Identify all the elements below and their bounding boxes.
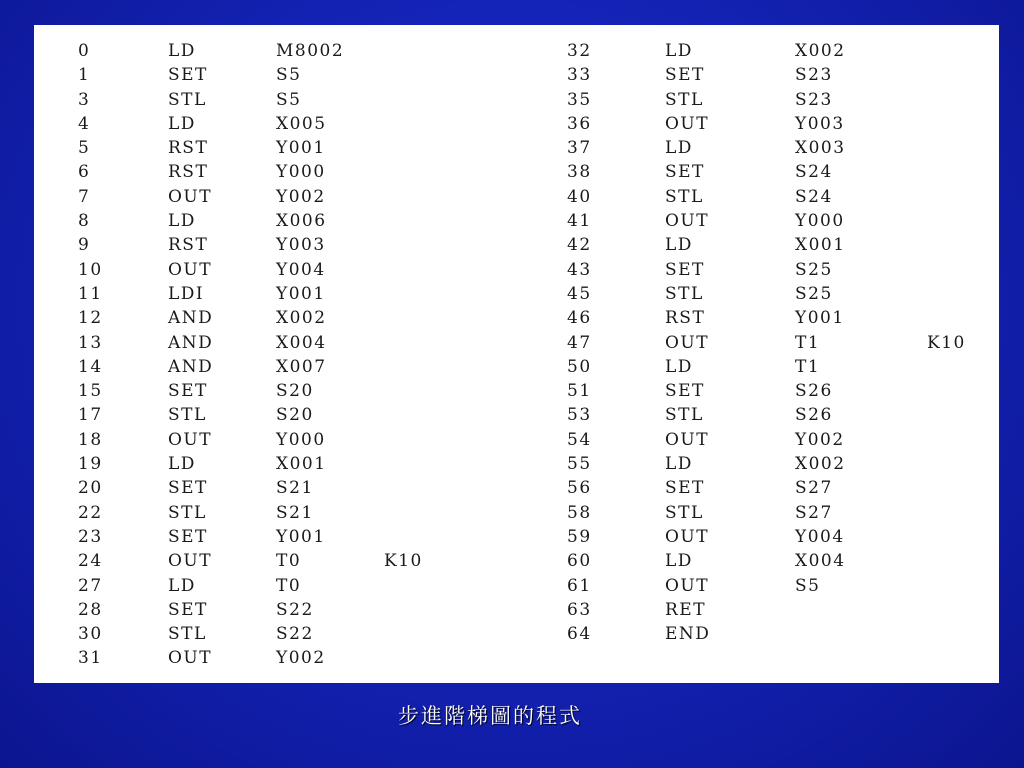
instruction-operand: T1 — [795, 356, 821, 377]
instruction-operand: S27 — [795, 502, 833, 523]
instruction-mnemonic: LD — [168, 211, 196, 232]
instruction-mnemonic: RST — [168, 235, 209, 256]
instruction-mnemonic: OUT — [168, 429, 213, 450]
instruction-operand: S23 — [795, 65, 833, 86]
step-number: 14 — [78, 356, 103, 377]
instruction-operand: T0 — [276, 575, 302, 596]
step-number: 4 — [78, 113, 91, 134]
instruction-mnemonic: STL — [665, 283, 704, 304]
step-number: 30 — [78, 624, 103, 645]
instruction-operand: T1 — [795, 332, 821, 353]
instruction-mnemonic: STL — [168, 624, 207, 645]
instruction-mnemonic: STL — [665, 89, 704, 110]
instruction-operand: Y000 — [795, 211, 845, 232]
instruction-mnemonic: STL — [665, 405, 704, 426]
instruction-mnemonic: STL — [665, 502, 704, 523]
instruction-operand: S26 — [795, 381, 833, 402]
step-number: 43 — [567, 259, 592, 280]
instruction-operand: T0 — [276, 551, 302, 572]
instruction-mnemonic: SET — [665, 162, 705, 183]
instruction-operand: X003 — [795, 138, 846, 159]
instruction-operand: Y001 — [276, 526, 326, 547]
instruction-mnemonic: LD — [665, 454, 693, 475]
instruction-operand: Y003 — [795, 113, 845, 134]
step-number: 60 — [567, 551, 592, 572]
instruction-mnemonic: AND — [168, 332, 214, 353]
instruction-operand: Y000 — [276, 429, 326, 450]
step-number: 64 — [567, 624, 592, 645]
step-number: 18 — [78, 429, 103, 450]
instruction-operand: X002 — [795, 454, 846, 475]
instruction-mnemonic: LD — [665, 551, 693, 572]
instruction-operand: Y002 — [795, 429, 845, 450]
instruction-operand: S5 — [276, 65, 302, 86]
instruction-mnemonic: STL — [665, 186, 704, 207]
instruction-mnemonic: OUT — [168, 259, 213, 280]
instruction-mnemonic: LD — [665, 41, 693, 61]
instruction-mnemonic: SET — [168, 65, 208, 86]
instruction-mnemonic: LD — [168, 575, 196, 596]
instruction-operand: S22 — [276, 599, 314, 620]
step-number: 7 — [78, 186, 91, 207]
instruction-operand: S25 — [795, 283, 833, 304]
instruction-operand: S24 — [795, 162, 833, 183]
instruction-mnemonic: SET — [665, 65, 705, 86]
step-number: 37 — [567, 138, 592, 159]
instruction-operand: Y004 — [795, 526, 845, 547]
slide-caption: 步進階梯圖的程式 — [398, 704, 582, 728]
instruction-constant: K10 — [384, 551, 423, 572]
step-number: 47 — [567, 332, 592, 353]
instruction-mnemonic: OUT — [665, 575, 710, 596]
step-number: 32 — [567, 41, 592, 61]
step-number: 53 — [567, 405, 592, 426]
step-number: 40 — [567, 186, 592, 207]
instruction-mnemonic: OUT — [665, 429, 710, 450]
instruction-operand: S5 — [276, 89, 302, 110]
step-number: 5 — [78, 138, 91, 159]
instruction-operand: X005 — [276, 113, 327, 134]
step-number: 36 — [567, 113, 592, 134]
instruction-operand: X006 — [276, 211, 327, 232]
step-number: 15 — [78, 381, 103, 402]
instruction-operand: Y001 — [795, 308, 845, 329]
instruction-operand: S22 — [276, 624, 314, 645]
step-number: 31 — [78, 648, 103, 669]
instruction-mnemonic: OUT — [168, 648, 213, 669]
instruction-operand: Y001 — [276, 283, 326, 304]
step-number: 46 — [567, 308, 592, 329]
step-number: 19 — [78, 454, 103, 475]
step-number: 0 — [78, 41, 91, 61]
instruction-operand: Y004 — [276, 259, 326, 280]
step-number: 28 — [78, 599, 103, 620]
program-listing-panel — [34, 25, 999, 683]
step-number: 8 — [78, 211, 91, 232]
instruction-operand: S23 — [795, 89, 833, 110]
instruction-operand: X002 — [795, 41, 846, 61]
instruction-operand: X001 — [795, 235, 846, 256]
instruction-operand: X002 — [276, 308, 327, 329]
instruction-mnemonic: SET — [665, 381, 705, 402]
instruction-mnemonic: OUT — [168, 186, 213, 207]
step-number: 17 — [78, 405, 103, 426]
step-number: 59 — [567, 526, 592, 547]
instruction-operand: S20 — [276, 405, 314, 426]
instruction-operand: S26 — [795, 405, 833, 426]
instruction-operand: Y002 — [276, 186, 326, 207]
instruction-operand: X007 — [276, 356, 327, 377]
step-number: 61 — [567, 575, 592, 596]
instruction-mnemonic: RST — [168, 162, 209, 183]
instruction-mnemonic: SET — [168, 599, 208, 620]
instruction-operand: Y002 — [276, 648, 326, 669]
instruction-operand: S21 — [276, 502, 314, 523]
step-number: 33 — [567, 65, 592, 86]
step-number: 27 — [78, 575, 103, 596]
step-number: 51 — [567, 381, 592, 402]
instruction-mnemonic: LD — [168, 454, 196, 475]
step-number: 41 — [567, 211, 592, 232]
instruction-operand: Y000 — [276, 162, 326, 183]
instruction-mnemonic: AND — [168, 308, 214, 329]
instruction-operand: S5 — [795, 575, 821, 596]
step-number: 6 — [78, 162, 91, 183]
step-number: 45 — [567, 283, 592, 304]
step-number: 10 — [78, 259, 103, 280]
instruction-mnemonic: STL — [168, 405, 207, 426]
step-number: 55 — [567, 454, 592, 475]
step-number: 63 — [567, 599, 592, 620]
instruction-operand: X004 — [795, 551, 846, 572]
instruction-operand: X001 — [276, 454, 327, 475]
instruction-mnemonic: LD — [665, 235, 693, 256]
step-number: 42 — [567, 235, 592, 256]
instruction-operand: S27 — [795, 478, 833, 499]
instruction-mnemonic: STL — [168, 502, 207, 523]
step-number: 11 — [78, 283, 103, 304]
instruction-operand: Y003 — [276, 235, 326, 256]
instruction-mnemonic: SET — [168, 381, 208, 402]
instruction-operand: S25 — [795, 259, 833, 280]
instruction-mnemonic: RET — [665, 599, 707, 620]
instruction-operand: S20 — [276, 381, 314, 402]
instruction-mnemonic: OUT — [665, 526, 710, 547]
instruction-operand: X004 — [276, 332, 327, 353]
step-number: 1 — [78, 65, 91, 86]
instruction-operand: Y001 — [276, 138, 326, 159]
step-number: 56 — [567, 478, 592, 499]
instruction-mnemonic: SET — [168, 478, 208, 499]
step-number: 23 — [78, 526, 103, 547]
instruction-mnemonic: OUT — [665, 113, 710, 134]
step-number: 9 — [78, 235, 91, 256]
instruction-mnemonic: RST — [168, 138, 209, 159]
instruction-mnemonic: LD — [665, 138, 693, 159]
instruction-mnemonic: LD — [665, 356, 693, 377]
step-number: 13 — [78, 332, 103, 353]
instruction-mnemonic: SET — [665, 259, 705, 280]
step-number: 38 — [567, 162, 592, 183]
instruction-mnemonic: OUT — [665, 332, 710, 353]
instruction-mnemonic: OUT — [168, 551, 213, 572]
step-number: 3 — [78, 89, 91, 110]
step-number: 22 — [78, 502, 103, 523]
instruction-mnemonic: LDI — [168, 283, 205, 304]
instruction-operand: S21 — [276, 478, 314, 499]
step-number: 20 — [78, 478, 103, 499]
step-number: 54 — [567, 429, 592, 450]
instruction-mnemonic: OUT — [665, 211, 710, 232]
instruction-mnemonic: RST — [665, 308, 706, 329]
instruction-mnemonic: SET — [665, 478, 705, 499]
step-number: 50 — [567, 356, 592, 377]
instruction-operand: M8002 — [276, 41, 345, 61]
instruction-operand: S24 — [795, 186, 833, 207]
step-number: 12 — [78, 308, 103, 329]
instruction-constant: K10 — [927, 332, 966, 353]
instruction-mnemonic: LD — [168, 113, 196, 134]
instruction-mnemonic: END — [665, 624, 711, 645]
step-number: 24 — [78, 551, 103, 572]
step-number: 58 — [567, 502, 592, 523]
step-number: 35 — [567, 89, 592, 110]
instruction-mnemonic: STL — [168, 89, 207, 110]
instruction-mnemonic: SET — [168, 526, 208, 547]
instruction-mnemonic: LD — [168, 41, 196, 61]
instruction-mnemonic: AND — [168, 356, 214, 377]
